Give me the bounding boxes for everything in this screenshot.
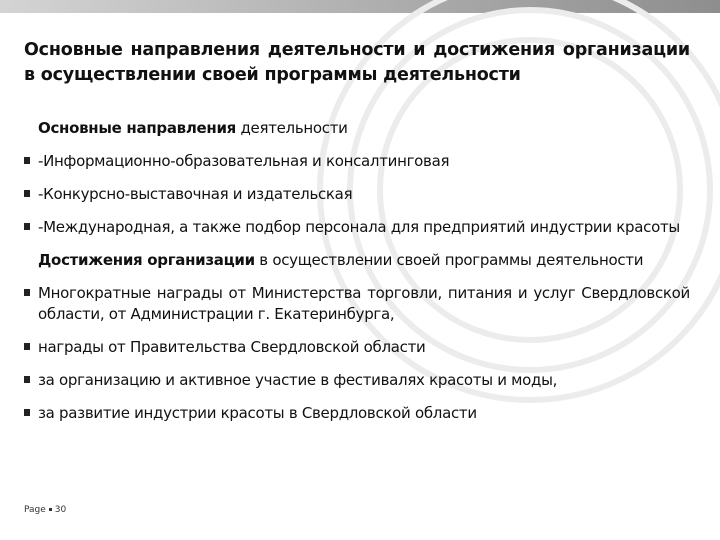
slide-content — [24, 118, 690, 436]
page-footer — [24, 505, 66, 515]
slide-title: Основные направления деятельности и достижения организации в осуществлении своей программы деятельности — [24, 40, 690, 85]
section-heading-bold: Основные направления — [38, 119, 236, 137]
list-item: -Информационно-образовательная и консалтинговая — [24, 151, 690, 172]
list-item: за развитие индустрии красоты в Свердловской области — [24, 403, 690, 424]
top-decorative-bar — [0, 0, 720, 13]
list-item: награды от Правительства Свердловской области — [24, 337, 690, 358]
list-item: -Международная, а также подбор персонала для предприятий индустрии красоты — [24, 217, 690, 238]
list-item: Многократные награды от Министерства торговли, питания и услуг Свердловской области, от Администрации г. Екатеринбурга, — [24, 283, 690, 325]
list-item: за организацию и активное участие в фестивалях красоты и моды, — [24, 370, 690, 391]
section-heading-rest: в осуществлении своей программы деятельности — [254, 251, 644, 269]
section-heading-bold: Достижения организации — [38, 251, 255, 269]
list-item: -Конкурсно-выставочная и издательская — [24, 184, 690, 205]
separator-dot-icon — [49, 508, 52, 511]
page-label: Page — [24, 505, 46, 515]
section-heading-achievements — [38, 250, 690, 271]
section-heading-rest: деятельности — [236, 119, 348, 137]
page-number: 30 — [54, 505, 67, 515]
section-heading-directions — [38, 118, 690, 139]
